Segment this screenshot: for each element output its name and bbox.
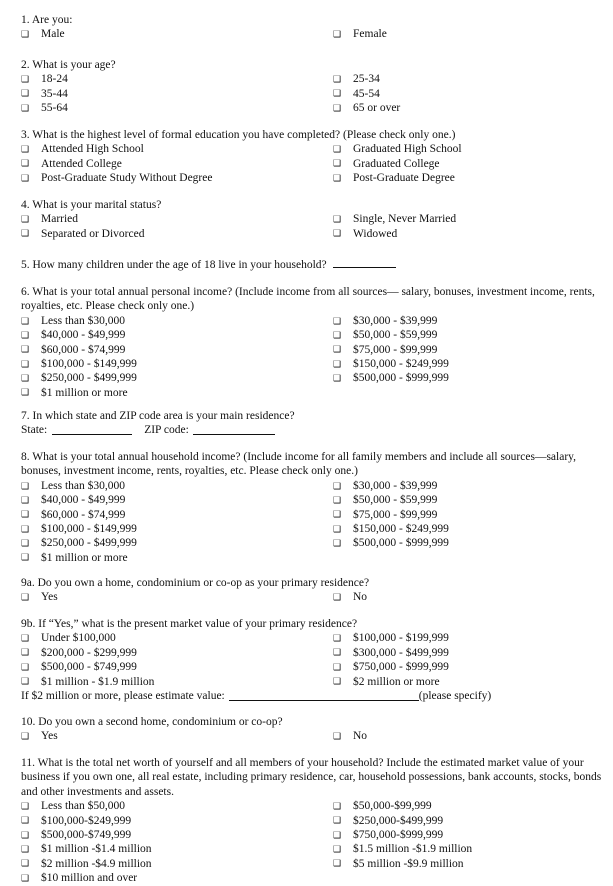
checkbox-icon[interactable]: ❑ xyxy=(333,373,342,384)
option-label: $5 million -$9.9 million xyxy=(353,857,464,870)
checkbox-icon[interactable]: ❑ xyxy=(21,387,30,398)
option[interactable] xyxy=(333,631,603,645)
checkbox-icon[interactable]: ❑ xyxy=(333,228,342,239)
option-label: 35-44 xyxy=(41,87,68,100)
option-row xyxy=(21,343,606,357)
option-label: Post-Graduate Degree xyxy=(353,172,455,185)
option-label: Less than $30,000 xyxy=(41,479,126,492)
checkbox-icon[interactable]: ❑ xyxy=(333,315,342,326)
option-label: 65 or over xyxy=(353,102,401,115)
option-row xyxy=(21,660,606,674)
question-text: 8. What is your total annual household income? (Include income for all family members and include all sources—salary, bonuses, investment income, rents, royalties, etc. Please check only one.) xyxy=(21,451,577,478)
option[interactable] xyxy=(21,343,333,357)
option-label: $10 million and over xyxy=(41,872,138,885)
option-label: Post-Graduate Study Without Degree xyxy=(41,172,213,185)
option-row xyxy=(21,842,606,856)
option[interactable] xyxy=(333,87,603,101)
option[interactable] xyxy=(21,212,333,226)
option-label: Attended College xyxy=(41,157,122,170)
option[interactable] xyxy=(333,157,603,171)
option-label: Single, Never Married xyxy=(353,213,457,226)
option-row xyxy=(21,729,606,743)
question-text: 7. In which state and ZIP code area is your main residence? xyxy=(21,410,295,422)
option[interactable] xyxy=(21,729,333,743)
checkbox-icon[interactable]: ❑ xyxy=(333,172,342,183)
option-label: Attended High School xyxy=(41,143,144,156)
option-label: $250,000 - $499,999 xyxy=(41,372,137,385)
checkbox-icon[interactable]: ❑ xyxy=(21,872,30,883)
option[interactable] xyxy=(21,799,333,813)
checkbox-icon[interactable]: ❑ xyxy=(21,329,30,340)
option-row xyxy=(21,171,606,185)
option-label: Less than $30,000 xyxy=(41,314,126,327)
option[interactable] xyxy=(21,590,333,604)
option-row xyxy=(21,142,606,156)
option-label: $40,000 - $49,999 xyxy=(41,494,126,507)
checkbox-icon[interactable]: ❑ xyxy=(333,158,342,169)
option-label: $30,000 - $39,999 xyxy=(353,314,438,327)
option[interactable] xyxy=(333,842,603,856)
option-label: $60,000 - $74,999 xyxy=(41,343,126,356)
zip-input[interactable] xyxy=(193,423,275,435)
option-row xyxy=(21,631,606,645)
checkbox-icon[interactable]: ❑ xyxy=(21,731,30,742)
checkbox-icon[interactable]: ❑ xyxy=(333,815,342,826)
option-label: $150,000 - $249,999 xyxy=(353,357,449,370)
option-row xyxy=(21,386,606,400)
option[interactable] xyxy=(333,590,603,604)
option[interactable] xyxy=(333,328,603,342)
option-label: Married xyxy=(41,213,79,226)
option[interactable] xyxy=(333,343,603,357)
checkbox-icon[interactable]: ❑ xyxy=(21,494,30,505)
checkbox-icon[interactable]: ❑ xyxy=(333,538,342,549)
checkbox-icon[interactable]: ❑ xyxy=(21,102,30,113)
option-label: $30,000 - $39,999 xyxy=(353,479,438,492)
option-label: $500,000 - $999,999 xyxy=(353,537,449,550)
checkbox-icon[interactable]: ❑ xyxy=(333,647,342,658)
option-empty xyxy=(333,551,603,565)
checkbox-icon[interactable]: ❑ xyxy=(21,509,30,520)
checkbox-icon[interactable]: ❑ xyxy=(21,800,30,811)
option-row xyxy=(21,646,606,660)
checkbox-icon[interactable]: ❑ xyxy=(21,144,30,155)
option-label: $500,000-$749,999 xyxy=(41,829,132,841)
option-row xyxy=(21,371,606,385)
question-text: 2. What is your age? xyxy=(21,59,116,71)
option[interactable] xyxy=(333,101,603,115)
option-label: Under $100,000 xyxy=(41,632,116,645)
checkbox-icon[interactable]: ❑ xyxy=(21,344,30,355)
option[interactable] xyxy=(333,729,603,743)
checkbox-icon[interactable]: ❑ xyxy=(21,858,30,869)
checkbox-icon[interactable]: ❑ xyxy=(21,214,30,225)
option[interactable] xyxy=(333,799,603,813)
checkbox-icon[interactable]: ❑ xyxy=(333,494,342,505)
option-label: 55-64 xyxy=(41,102,68,115)
checkbox-icon[interactable]: ❑ xyxy=(21,661,30,672)
checkbox-icon[interactable]: ❑ xyxy=(21,592,30,603)
option-row xyxy=(21,675,606,689)
checkbox-icon[interactable]: ❑ xyxy=(21,552,30,563)
question-q11 xyxy=(21,756,606,886)
option-row xyxy=(21,828,606,842)
checkbox-icon[interactable]: ❑ xyxy=(21,480,30,491)
option-label: $200,000 - $299,999 xyxy=(41,646,137,659)
option-label: $1 million or more xyxy=(41,551,128,564)
option-empty xyxy=(333,871,603,885)
question-text: 5. How many children under the age of 18 live in your household? xyxy=(21,256,606,272)
option-row xyxy=(21,27,606,41)
option[interactable] xyxy=(333,828,603,842)
checkbox-icon[interactable]: ❑ xyxy=(333,509,342,520)
checkbox-icon[interactable]: ❑ xyxy=(21,88,30,99)
checkbox-icon[interactable]: ❑ xyxy=(21,844,30,855)
option-label: 25-34 xyxy=(353,73,380,86)
checkbox-icon[interactable]: ❑ xyxy=(21,538,30,549)
question-q2 xyxy=(21,58,606,116)
checkbox-icon[interactable]: ❑ xyxy=(333,102,342,113)
checkbox-icon[interactable]: ❑ xyxy=(21,358,30,369)
option[interactable] xyxy=(21,371,333,385)
option[interactable] xyxy=(333,646,603,660)
checkbox-icon[interactable]: ❑ xyxy=(333,858,342,869)
option-label: 18-24 xyxy=(41,73,68,86)
option-label: $1 million - $1.9 million xyxy=(41,675,155,688)
option-row xyxy=(21,493,606,507)
option-row xyxy=(21,101,606,115)
option-label: Graduated College xyxy=(353,157,440,170)
option[interactable] xyxy=(333,314,603,328)
option-row xyxy=(21,522,606,536)
option[interactable] xyxy=(21,328,333,342)
option-label: $75,000 - $99,999 xyxy=(353,508,438,521)
zip-label: ZIP code: xyxy=(144,424,189,437)
option-label: $40,000 - $49,999 xyxy=(41,329,126,342)
option-row xyxy=(21,328,606,342)
option[interactable] xyxy=(21,631,333,645)
option[interactable] xyxy=(21,479,333,493)
checkbox-icon[interactable]: ❑ xyxy=(21,676,30,687)
option-row xyxy=(21,357,606,371)
option[interactable] xyxy=(21,871,333,885)
option-label: $1 million -$1.4 million xyxy=(41,843,152,856)
option-label: Graduated High School xyxy=(353,143,462,156)
checkbox-icon[interactable]: ❑ xyxy=(333,29,342,40)
option[interactable] xyxy=(21,227,333,241)
question-text: 11. What is the total net worth of yourself and all members of your household? Include the estimated market value of your business if you own one, all real estate, including primary residence, car, household possessions, bank accounts, stocks, bonds and other investments and assets. xyxy=(21,757,602,798)
option[interactable] xyxy=(21,828,333,842)
state-label: State: xyxy=(21,424,48,437)
option-label: $100,000 - $199,999 xyxy=(353,632,449,645)
option-row xyxy=(21,479,606,493)
state-input[interactable] xyxy=(52,423,132,435)
option[interactable] xyxy=(21,157,333,171)
checkbox-icon[interactable]: ❑ xyxy=(21,29,30,40)
option[interactable] xyxy=(21,508,333,522)
option[interactable] xyxy=(333,814,603,828)
option-row xyxy=(21,157,606,171)
estimate-value-input[interactable] xyxy=(229,689,419,701)
option-row xyxy=(21,72,606,86)
option-label: $250,000 - $499,999 xyxy=(41,537,137,550)
checkbox-icon[interactable]: ❑ xyxy=(333,329,342,340)
option-label: $50,000-$99,999 xyxy=(353,800,432,813)
option[interactable] xyxy=(21,814,333,828)
checkbox-icon[interactable]: ❑ xyxy=(21,647,30,658)
option-row xyxy=(21,508,606,522)
option-label: $60,000 - $74,999 xyxy=(41,508,126,521)
question-text: 3. What is the highest level of formal education you have completed? (Please check only one.) xyxy=(21,129,456,141)
option[interactable] xyxy=(21,142,333,156)
option-label: $150,000 - $249,999 xyxy=(353,522,449,535)
option[interactable] xyxy=(333,227,603,241)
checkbox-icon[interactable]: ❑ xyxy=(333,358,342,369)
question-q3 xyxy=(21,128,606,186)
question-q6 xyxy=(21,285,606,400)
option-label: $100,000 - $149,999 xyxy=(41,522,137,535)
checkbox-icon[interactable]: ❑ xyxy=(21,172,30,183)
option-row xyxy=(21,212,606,226)
option[interactable] xyxy=(21,646,333,660)
option-label: No xyxy=(353,591,368,604)
checkbox-icon[interactable]: ❑ xyxy=(21,158,30,169)
option-label: Separated or Divorced xyxy=(41,227,145,240)
option-label: $50,000 - $59,999 xyxy=(353,494,438,507)
option-label: $500,000 - $999,999 xyxy=(353,372,449,385)
question-q9b xyxy=(21,617,606,703)
option[interactable] xyxy=(333,212,603,226)
checkbox-icon[interactable]: ❑ xyxy=(333,74,342,85)
option[interactable] xyxy=(333,142,603,156)
option[interactable] xyxy=(21,357,333,371)
question-q8 xyxy=(21,450,606,565)
checkbox-icon[interactable]: ❑ xyxy=(333,144,342,155)
option[interactable] xyxy=(333,857,603,871)
option[interactable] xyxy=(21,842,333,856)
question-text: 10. Do you own a second home, condominium or co-op? xyxy=(21,716,283,728)
option-label: $2 million or more xyxy=(353,675,440,688)
checkbox-icon[interactable]: ❑ xyxy=(21,373,30,384)
option-label: $75,000 - $99,999 xyxy=(353,343,438,356)
option[interactable] xyxy=(21,551,333,565)
option-row xyxy=(21,814,606,828)
option-row xyxy=(21,871,606,885)
option-row xyxy=(21,536,606,550)
option-label: $750,000 - $999,999 xyxy=(353,661,449,674)
question-text: 6. What is your total annual personal income? (Include income from all sources— salary, bonuses, investment income, rents, royalties, etc. Please check only one.) xyxy=(21,286,595,313)
option-label: No xyxy=(353,730,368,743)
checkbox-icon[interactable]: ❑ xyxy=(21,829,30,840)
option[interactable] xyxy=(21,101,333,115)
children-count-input[interactable] xyxy=(333,256,396,268)
checkbox-icon[interactable]: ❑ xyxy=(333,592,342,603)
option[interactable] xyxy=(333,357,603,371)
checkbox-icon[interactable]: ❑ xyxy=(21,315,30,326)
option-label: 45-54 xyxy=(353,87,380,100)
option-label: $500,000 - $749,999 xyxy=(41,661,137,674)
question-text: 1. Are you: xyxy=(21,14,73,26)
option-label: $1.5 million -$1.9 million xyxy=(353,843,473,856)
checkbox-icon[interactable]: ❑ xyxy=(333,214,342,225)
estimate-row xyxy=(21,689,606,703)
checkbox-icon[interactable]: ❑ xyxy=(333,344,342,355)
question-q10 xyxy=(21,715,606,744)
option-label: Widowed xyxy=(353,227,398,240)
checkbox-icon[interactable]: ❑ xyxy=(333,829,342,840)
option[interactable] xyxy=(333,660,603,674)
option-empty xyxy=(333,386,603,400)
option-row xyxy=(21,314,606,328)
checkbox-icon[interactable]: ❑ xyxy=(333,661,342,672)
option-label: Less than $50,000 xyxy=(41,800,126,813)
option[interactable] xyxy=(333,371,603,385)
option[interactable] xyxy=(21,857,333,871)
checkbox-icon[interactable]: ❑ xyxy=(333,88,342,99)
question-q9a xyxy=(21,576,606,605)
option-label: $750,000-$999,999 xyxy=(353,829,444,841)
option[interactable] xyxy=(333,536,603,550)
option-row xyxy=(21,551,606,565)
option-row xyxy=(21,857,606,871)
question-q1 xyxy=(21,13,606,42)
option[interactable] xyxy=(333,508,603,522)
option[interactable] xyxy=(21,87,333,101)
question-q4 xyxy=(21,198,606,241)
option-row xyxy=(21,799,606,813)
option-label: Male xyxy=(41,28,65,41)
question-text: 9b. If “Yes,” what is the present market value of your primary residence? xyxy=(21,618,358,630)
option[interactable] xyxy=(333,171,603,185)
checkbox-icon[interactable]: ❑ xyxy=(333,844,342,855)
checkbox-icon[interactable]: ❑ xyxy=(21,633,30,644)
checkbox-icon[interactable]: ❑ xyxy=(333,523,342,534)
option-label: Female xyxy=(353,28,387,41)
checkbox-icon[interactable]: ❑ xyxy=(333,633,342,644)
checkbox-icon[interactable]: ❑ xyxy=(21,228,30,239)
checkbox-icon[interactable]: ❑ xyxy=(333,731,342,742)
option[interactable] xyxy=(333,493,603,507)
checkbox-icon[interactable]: ❑ xyxy=(333,676,342,687)
option[interactable] xyxy=(21,171,333,185)
option-label: $1 million or more xyxy=(41,386,128,399)
option[interactable] xyxy=(21,493,333,507)
option[interactable] xyxy=(333,72,603,86)
option-label: $300,000 - $499,999 xyxy=(353,646,449,659)
option-label: Yes xyxy=(41,591,58,604)
option-label: $100,000-$249,999 xyxy=(41,814,132,827)
option-row xyxy=(21,87,606,101)
option-row xyxy=(21,227,606,241)
checkbox-icon[interactable]: ❑ xyxy=(333,800,342,811)
checkbox-icon[interactable]: ❑ xyxy=(333,480,342,491)
checkbox-icon[interactable]: ❑ xyxy=(21,74,30,85)
option[interactable] xyxy=(333,522,603,536)
option[interactable] xyxy=(333,675,603,689)
option[interactable] xyxy=(21,536,333,550)
option-row xyxy=(21,590,606,604)
question-text: 9a. Do you own a home, condominium or co-op as your primary residence? xyxy=(21,577,370,589)
option[interactable] xyxy=(21,314,333,328)
checkbox-icon[interactable]: ❑ xyxy=(21,815,30,826)
option[interactable] xyxy=(21,386,333,400)
estimate-suffix: (please specify) xyxy=(418,689,492,702)
option[interactable] xyxy=(21,522,333,536)
option-label: $50,000 - $59,999 xyxy=(353,329,438,342)
question-q7 xyxy=(21,409,606,438)
option-label: $100,000 - $149,999 xyxy=(41,357,137,370)
option[interactable] xyxy=(21,675,333,689)
checkbox-icon[interactable]: ❑ xyxy=(21,523,30,534)
question-q5 xyxy=(21,256,606,272)
option-label: $250,000-$499,999 xyxy=(353,814,444,827)
state-zip-row xyxy=(21,423,606,437)
option[interactable] xyxy=(21,27,333,41)
option[interactable] xyxy=(333,27,603,41)
option-label: Yes xyxy=(41,730,58,743)
option[interactable] xyxy=(21,72,333,86)
question-text: 4. What is your marital status? xyxy=(21,199,162,211)
estimate-label: If $2 million or more, please estimate value: xyxy=(21,689,225,702)
option-label: $2 million -$4.9 million xyxy=(41,857,152,870)
option[interactable] xyxy=(21,660,333,674)
option[interactable] xyxy=(333,479,603,493)
